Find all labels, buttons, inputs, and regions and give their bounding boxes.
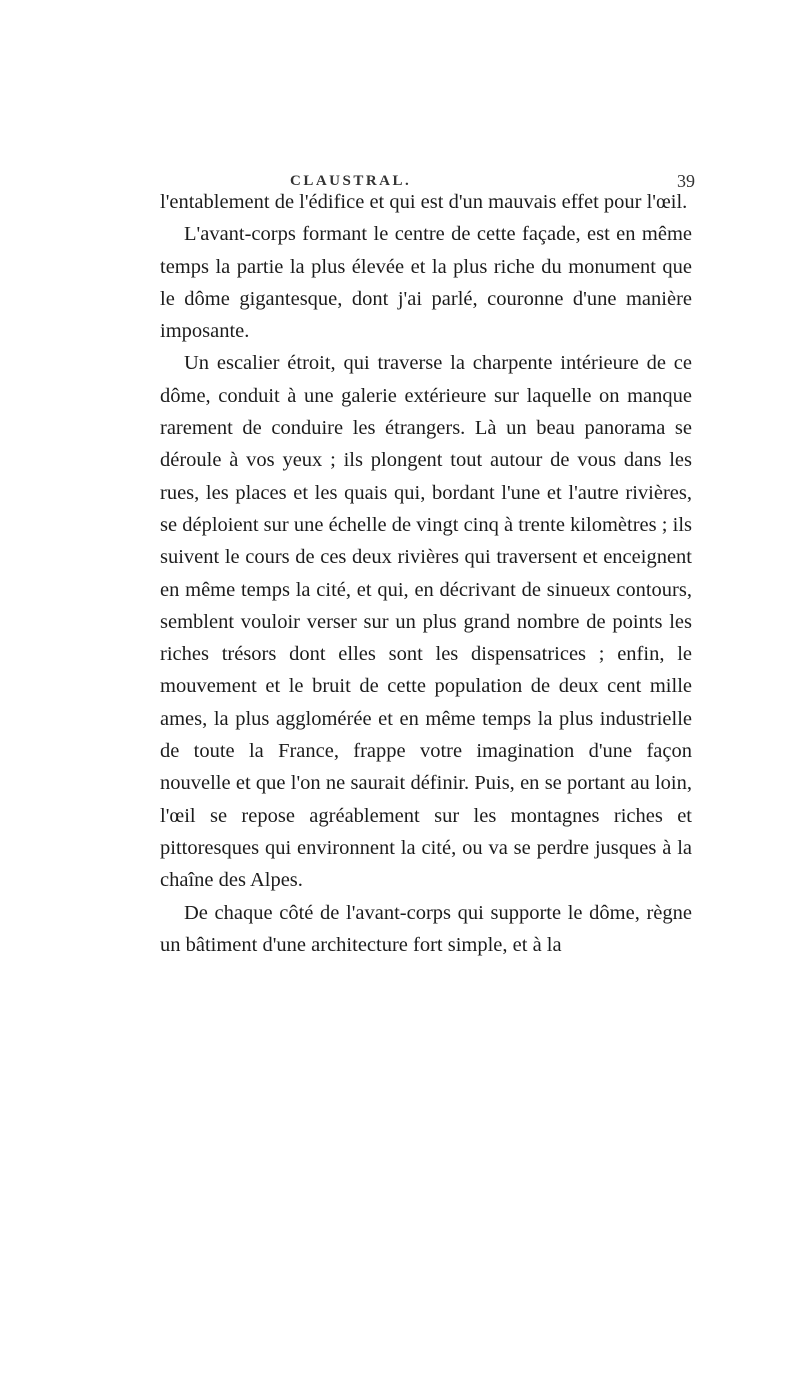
paragraph-escalier: Un escalier étroit, qui traverse la charpente intérieure de ce dôme, conduit à une galerie extérieure sur laquelle on manque rarement de conduire les étrangers. Là un beau panorama se déroule à vos yeux ; ils plongent tout autour de vous dans les rues, les places et les quais qui, bordant l'une et l'autre rivières, se déploient sur une échelle de vingt cinq à trente kilomètres ; ils suivent le cours de ces deux rivières qui traversent et enceignent en même temps la cité, et qui, en décrivant de sinueux contours, semblent vouloir verser sur un plus grand nombre de points les riches trésors dont elles sont les dispensatrices ; enfin, le mouvement et le bruit de cette population de deux cent mille ames, la plus agglomérée et en même temps la plus industrielle de toute la France, frappe votre imagination d'une façon nouvelle et que l'on ne saurait définir. Puis, en se portant au loin, l'œil se repose agréablement sur les montagnes riches et pittoresques qui environnent la cité, ou va se perdre jusques à la chaîne des Alpes. [160,352,692,892]
paragraph-avant-corps: L'avant-corps formant le centre de cette façade, est en même temps la partie la plus élevée et la plus riche du monument que le dôme gigantesque, dont j'ai parlé, couronne d'une manière imposante. [160,223,692,343]
body-text [160,186,692,961]
page-number: 39 [677,171,695,191]
running-title: CLAUSTRAL. [290,173,412,189]
paragraph-continued: l'entablement de l'édifice et qui est d'un mauvais effet pour l'œil. [160,191,688,213]
paragraph-batiment: De chaque côté de l'avant-corps qui supporte le dôme, règne un bâtiment d'une architecture fort simple, et à la [160,901,692,956]
